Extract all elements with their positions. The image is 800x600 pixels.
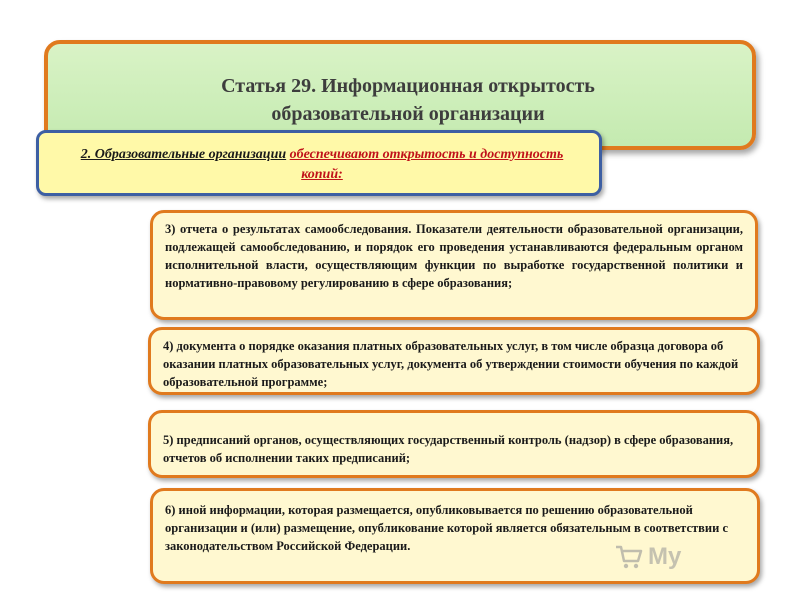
list-item-6: [150, 488, 760, 584]
list-item-text: 6) иной информации, которая размещается, опубликовывается по решению образовательной организации и (или) размещение, опубликование которой является обязательным в соответствии с законодательством Российской Федерации.: [165, 503, 728, 553]
subtitle-lead: 2. Образовательные организации: [80, 147, 287, 162]
subtitle: [67, 145, 577, 185]
page-title-line-1: Статья 29. Информационная открытость: [221, 75, 595, 97]
list-item-3: [150, 210, 758, 320]
watermark-text: My: [648, 543, 682, 570]
subtitle-rest: обеспечивают открытость и доступность копий:: [289, 147, 564, 182]
list-item-text: 5) предписаний органов, осуществляющих государственный контроль (надзор) в сфере образования, отчетов об исполнении таких предписаний;: [163, 433, 734, 465]
list-item-text: 4) документа о порядке оказания платных образовательных услуг, в том числе образца договора об оказании платных образовательных услуг, документа об утверждении стоимости обучения по каждой образовательной программе;: [163, 339, 739, 389]
subtitle-banner: [36, 130, 602, 196]
list-item-text: 3) отчета о результатах самообследования. Показатели деятельности образовательной организации, подлежащей самообследованию, и порядок его проведения устанавливаются федеральным органом исполнительной власти, осуществляющим функции по выработке государственной политики и нормативно-правовому регулированию в сфере образования;: [165, 222, 743, 290]
page-title: [198, 72, 618, 128]
list-item-5: [148, 410, 760, 478]
list-item-4: [148, 327, 760, 395]
page-title-line-2: образовательной организации: [271, 103, 545, 125]
